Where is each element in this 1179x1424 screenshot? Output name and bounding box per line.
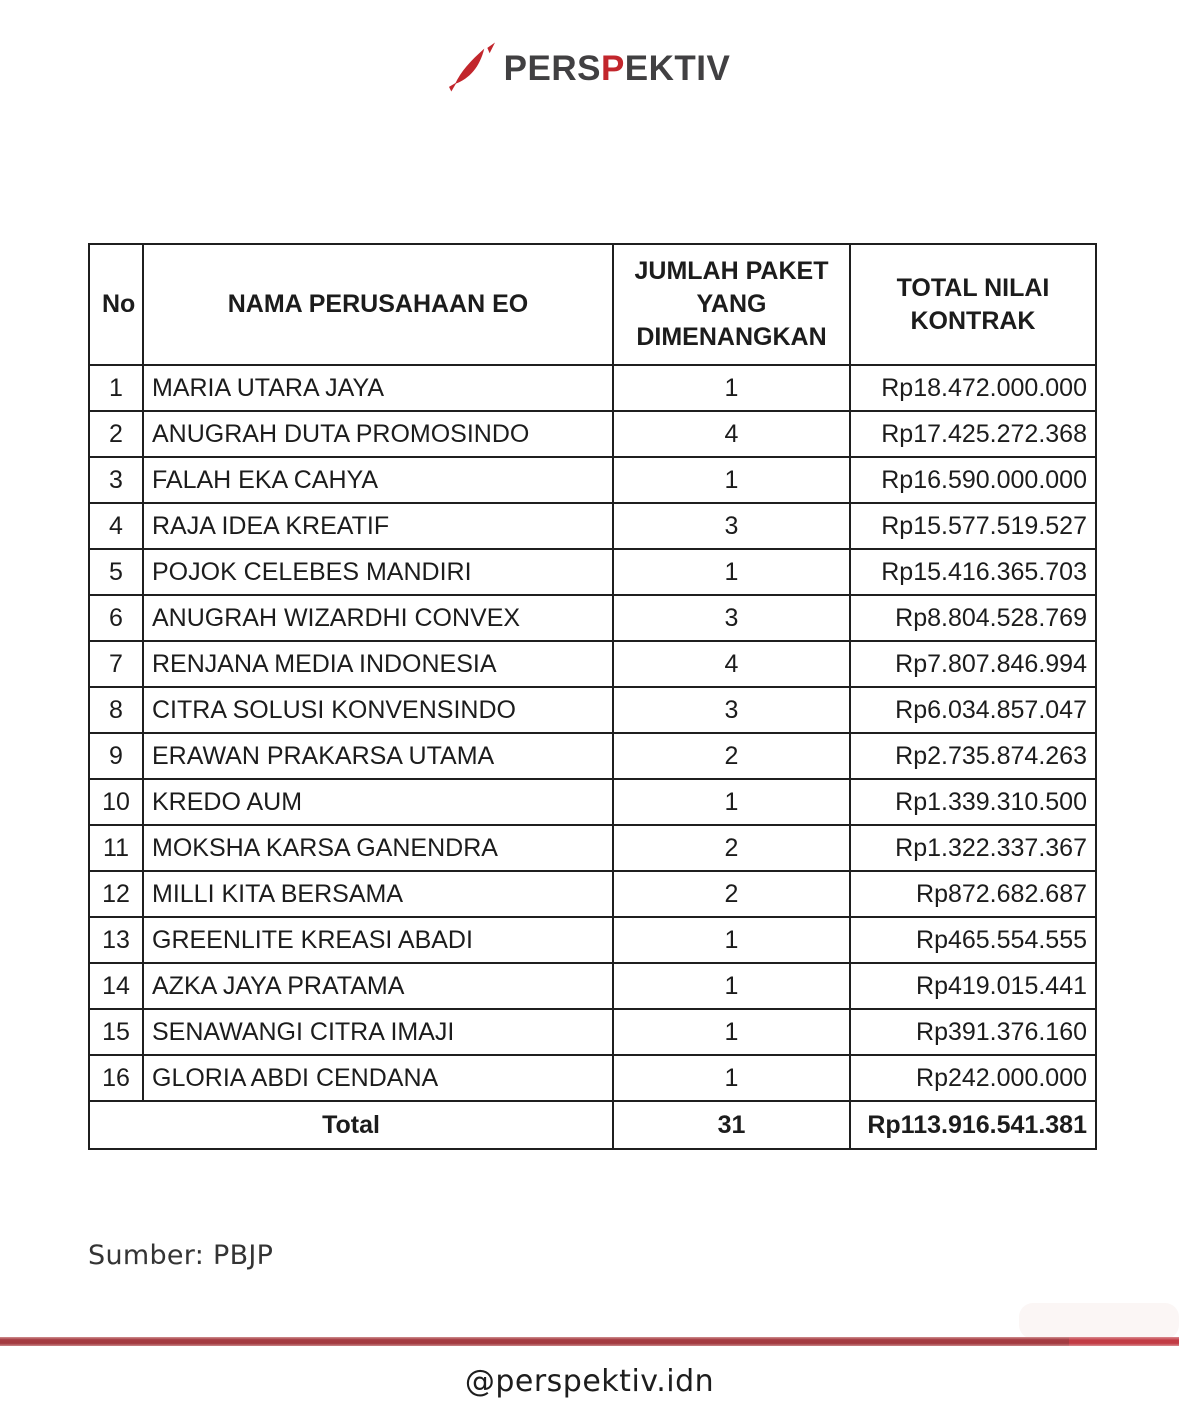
package-count: 1 <box>613 917 850 963</box>
row-number: 14 <box>89 963 143 1009</box>
company-name: ERAWAN PRAKARSA UTAMA <box>143 733 613 779</box>
eo-contracts-table <box>88 243 1097 1150</box>
company-name: GREENLITE KREASI ABADI <box>143 917 613 963</box>
row-number: 16 <box>89 1055 143 1101</box>
row-number: 3 <box>89 457 143 503</box>
perspektiv-swoosh-icon <box>449 38 495 96</box>
package-count: 1 <box>613 779 850 825</box>
contract-value: Rp15.416.365.703 <box>850 549 1096 595</box>
column-header-company-name: NAMA PERUSAHAAN EO <box>143 244 613 365</box>
table-body <box>89 365 1096 1101</box>
contract-value: Rp872.682.687 <box>850 871 1096 917</box>
contract-value: Rp419.015.441 <box>850 963 1096 1009</box>
company-name: FALAH EKA CAHYA <box>143 457 613 503</box>
brand-name-part1: PERS <box>503 49 601 88</box>
row-number: 1 <box>89 365 143 411</box>
company-name: GLORIA ABDI CENDANA <box>143 1055 613 1101</box>
table-row <box>89 365 1096 411</box>
table-row <box>89 779 1096 825</box>
contract-value: Rp391.376.160 <box>850 1009 1096 1055</box>
eo-contracts-table-wrap <box>88 243 1097 1150</box>
package-count: 1 <box>613 1055 850 1101</box>
contract-value: Rp242.000.000 <box>850 1055 1096 1101</box>
package-count: 4 <box>613 411 850 457</box>
row-number: 13 <box>89 917 143 963</box>
table-row <box>89 1009 1096 1055</box>
table-row <box>89 503 1096 549</box>
contract-value: Rp1.322.337.367 <box>850 825 1096 871</box>
package-count: 1 <box>613 549 850 595</box>
company-name: POJOK CELEBES MANDIRI <box>143 549 613 595</box>
brand-name <box>504 49 731 89</box>
table-row <box>89 641 1096 687</box>
package-count: 2 <box>613 733 850 779</box>
footer-accent-shape <box>1019 1303 1179 1339</box>
contract-value: Rp18.472.000.000 <box>850 365 1096 411</box>
company-name: RENJANA MEDIA INDONESIA <box>143 641 613 687</box>
company-name: CITRA SOLUSI KONVENSINDO <box>143 687 613 733</box>
contract-value: Rp16.590.000.000 <box>850 457 1096 503</box>
total-contract-value: Rp113.916.541.381 <box>850 1101 1096 1149</box>
company-name: MILLI KITA BERSAMA <box>143 871 613 917</box>
company-name: MOKSHA KARSA GANENDRA <box>143 825 613 871</box>
total-row <box>89 1101 1096 1149</box>
company-name: SENAWANGI CITRA IMAJI <box>143 1009 613 1055</box>
table-row <box>89 687 1096 733</box>
column-header-contract-value: TOTAL NILAI KONTRAK <box>850 244 1096 365</box>
brand-name-accent: P <box>600 49 625 88</box>
contract-value: Rp1.339.310.500 <box>850 779 1096 825</box>
package-count: 1 <box>613 963 850 1009</box>
table-row <box>89 917 1096 963</box>
table-row <box>89 1055 1096 1101</box>
row-number: 15 <box>89 1009 143 1055</box>
contract-value: Rp2.735.874.263 <box>850 733 1096 779</box>
package-count: 3 <box>613 687 850 733</box>
footer-divider-bar-highlight <box>1069 1337 1179 1346</box>
package-count: 3 <box>613 503 850 549</box>
contract-value: Rp8.804.528.769 <box>850 595 1096 641</box>
total-package-count: 31 <box>613 1101 850 1149</box>
total-label: Total <box>89 1101 613 1149</box>
column-header-package-count: JUMLAH PAKET YANG DIMENANGKAN <box>613 244 850 365</box>
table-row <box>89 457 1096 503</box>
contract-value: Rp7.807.846.994 <box>850 641 1096 687</box>
table-row <box>89 825 1096 871</box>
row-number: 11 <box>89 825 143 871</box>
header-row <box>89 244 1096 365</box>
company-name: ANUGRAH WIZARDHI CONVEX <box>143 595 613 641</box>
row-number: 7 <box>89 641 143 687</box>
row-number: 10 <box>89 779 143 825</box>
footer-divider-bar <box>0 1337 1179 1346</box>
package-count: 1 <box>613 1009 850 1055</box>
company-name: RAJA IDEA KREATIF <box>143 503 613 549</box>
social-handle: @perspektiv.idn <box>464 1364 715 1399</box>
package-count: 4 <box>613 641 850 687</box>
row-number: 4 <box>89 503 143 549</box>
table-row <box>89 595 1096 641</box>
row-number: 8 <box>89 687 143 733</box>
company-name: ANUGRAH DUTA PROMOSINDO <box>143 411 613 457</box>
table-row <box>89 411 1096 457</box>
row-number: 5 <box>89 549 143 595</box>
contract-value: Rp465.554.555 <box>850 917 1096 963</box>
table-row <box>89 963 1096 1009</box>
table-row <box>89 733 1096 779</box>
company-name: KREDO AUM <box>143 779 613 825</box>
company-name: AZKA JAYA PRATAMA <box>143 963 613 1009</box>
row-number: 9 <box>89 733 143 779</box>
table-row <box>89 871 1096 917</box>
package-count: 1 <box>613 457 850 503</box>
brand-name-part2: EKTIV <box>624 49 731 88</box>
row-number: 12 <box>89 871 143 917</box>
contract-value: Rp15.577.519.527 <box>850 503 1096 549</box>
brand-logo <box>0 42 1179 96</box>
company-name: MARIA UTARA JAYA <box>143 365 613 411</box>
package-count: 1 <box>613 365 850 411</box>
package-count: 2 <box>613 871 850 917</box>
row-number: 6 <box>89 595 143 641</box>
contract-value: Rp6.034.857.047 <box>850 687 1096 733</box>
source-note: Sumber: PBJP <box>88 1240 274 1271</box>
contract-value: Rp17.425.272.368 <box>850 411 1096 457</box>
package-count: 3 <box>613 595 850 641</box>
column-header-no: No <box>89 244 143 365</box>
package-count: 2 <box>613 825 850 871</box>
row-number: 2 <box>89 411 143 457</box>
table-row <box>89 549 1096 595</box>
